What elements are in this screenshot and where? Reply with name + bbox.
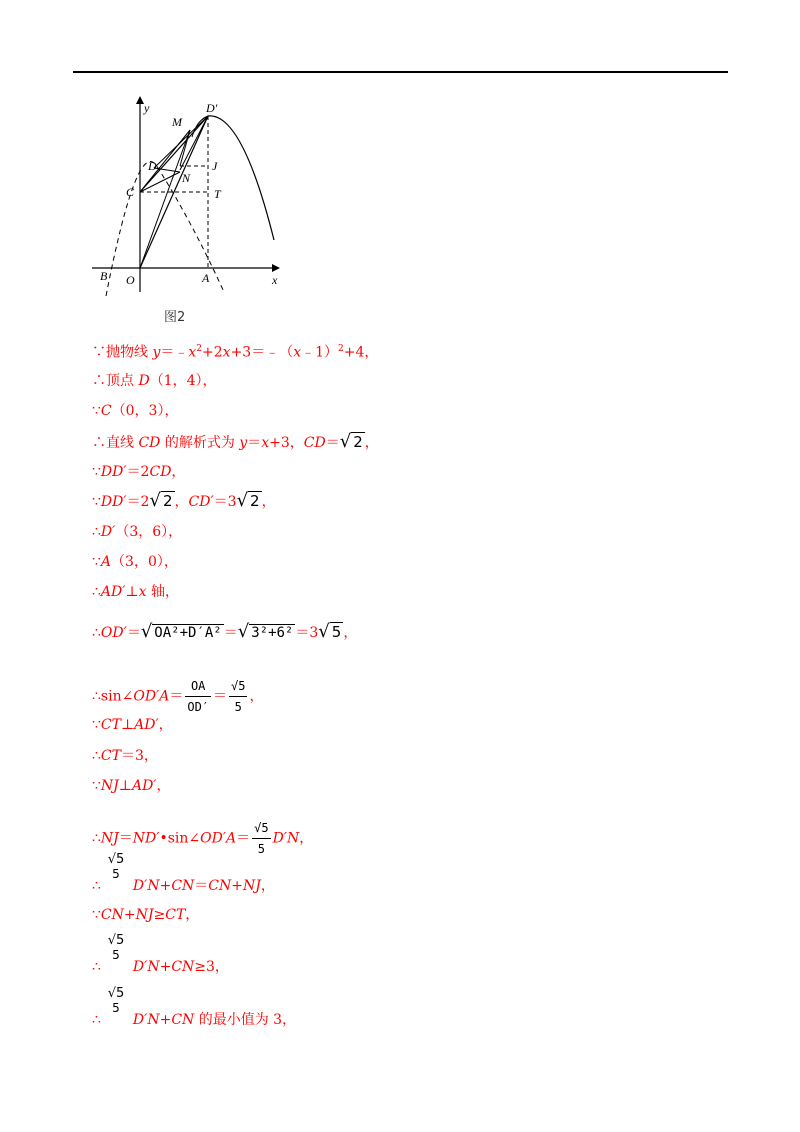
solution-line: ∴ D′N+CN 的最小值为 3， xyxy=(92,1012,297,1028)
radical: √ 2 xyxy=(149,490,173,511)
label-x: x xyxy=(272,273,278,287)
radical: √ OA²+D′A² xyxy=(140,621,222,642)
label-dprime: D′ xyxy=(206,101,218,115)
solution-line: ∴NJ＝ND′•sin∠OD′A＝ $\frac{√5}{5}$ D′N， xyxy=(92,818,313,859)
parabola-solid xyxy=(208,116,274,240)
label-m: M xyxy=(172,115,182,129)
geometry-figure xyxy=(82,92,292,302)
solution-line: ∵NJ⊥AD′， xyxy=(92,778,171,794)
solution-line: ∴OD′＝√ OA²+D′A² ＝√ 3²+6² ＝3√ 5 ， xyxy=(92,621,358,642)
figure-caption: 图2 xyxy=(164,310,186,325)
label-t: T xyxy=(214,187,221,201)
coefficient-fraction: √5 5 xyxy=(107,852,125,881)
solution-line: ∵CT⊥AD′， xyxy=(92,717,173,733)
fraction: $\frac{OA}{OD'}$ xyxy=(185,676,211,717)
solution-line: ∵A（3，0）， xyxy=(92,554,178,570)
coefficient-fraction: √5 5 xyxy=(107,933,125,962)
label-j: J xyxy=(212,159,218,173)
solution-line: ∵C（0，3）， xyxy=(92,403,179,419)
radical: √ 2 xyxy=(236,490,260,511)
solution-line: ∴D′（3，6）， xyxy=(92,524,183,540)
solution-line: ∴AD′⊥x 轴， xyxy=(92,584,179,600)
coefficient-fraction: √5 5 xyxy=(107,986,125,1015)
radical: √ 3²+6² xyxy=(237,621,294,642)
solution-line: ∴ D′N+CN≥3， xyxy=(92,959,229,975)
label-a: A xyxy=(202,271,210,285)
label-n: N xyxy=(182,171,191,185)
header-rule xyxy=(73,71,728,73)
label-c: C xyxy=(126,185,135,199)
fraction: $\frac{√5}{5}$ xyxy=(229,676,247,717)
label-b: B xyxy=(100,269,108,283)
solution-line: ∴CT＝3， xyxy=(92,748,158,764)
solution-line: ∵CN+NJ≥CT， xyxy=(92,907,200,923)
solution-line: ∵DD′＝2CD， xyxy=(92,464,186,480)
solution-line: ∵DD′＝2√ 2 ，CD′＝3√ 2 ， xyxy=(92,490,276,511)
y-axis-arrow xyxy=(136,96,144,104)
radical: √ 5 xyxy=(318,621,342,642)
label-d: D xyxy=(148,159,157,173)
solution-line: ∴sin∠OD′A＝ $\frac{OA}{OD'}$ ＝ $\frac{√5}{5}$ ， xyxy=(92,676,263,717)
label-o: O xyxy=(126,273,135,287)
solution-line: ∴直线 CD 的解析式为 y＝x+3，CD＝√ 2 ， xyxy=(92,431,379,452)
label-y: y xyxy=(144,101,150,115)
solution-line: ∴顶点 D（1，4）， xyxy=(92,373,217,389)
radical: √ 2 xyxy=(339,431,363,452)
fraction: $\frac{√5}{5}$ xyxy=(252,818,270,859)
x-axis-arrow xyxy=(272,264,280,272)
solution-line: ∴ D′N+CN＝CN+NJ， xyxy=(92,878,275,894)
solution-line: ∵抛物线 $y=﹣x^2+2x+3=﹣(x﹣1)^2+4$， xyxy=(92,344,379,361)
line-o-m xyxy=(140,130,190,268)
